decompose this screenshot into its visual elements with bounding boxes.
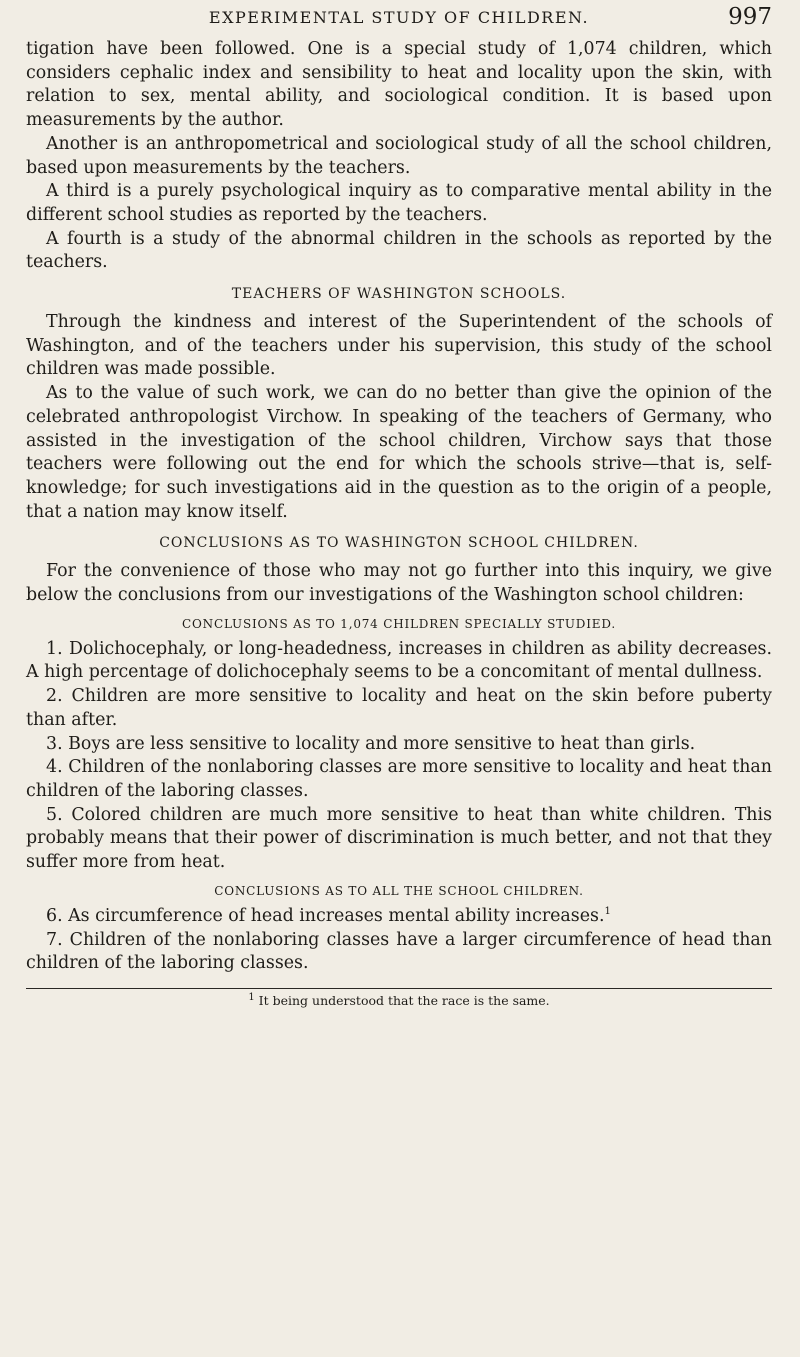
- intro-paragraph-1: tigation have been followed. One is a special study of 1,074 children, which considers cephalic index and sensibility to heat and locality upon the skin, with relation to sex, mental ability, and sociological condition. It is based upon measurements by the author.: [26, 39, 772, 131]
- intro-paragraph-3: A third is a purely psychological inquiry as to comparative mental ability in the different school studies as reported by the teachers.: [26, 181, 772, 225]
- running-title: EXPERIMENTAL STUDY OF CHILDREN.: [208, 8, 590, 27]
- conclusions-section-heading: CONCLUSIONS AS TO WASHINGTON SCHOOL CHILDREN.: [159, 535, 639, 552]
- footnote-text: It being understood that the race is the same.: [258, 992, 550, 1008]
- footnote-divider: [26, 988, 772, 989]
- conclusions-subheading-all-children: CONCLUSIONS AS TO ALL THE SCHOOL CHILDREN.: [214, 883, 584, 898]
- conclusion-item: 2. Children are more sensitive to locality and heat on the skin before puberty than after.: [26, 686, 772, 730]
- conclusion-item: 4. Children of the nonlaboring classes are more sensitive to locality and heat than children of the laboring classes.: [26, 757, 772, 801]
- teachers-section-heading: TEACHERS OF WASHINGTON SCHOOLS.: [231, 286, 567, 303]
- intro-paragraph-2: Another is an anthropometrical and sociological study of all the school children, based upon measurements by the teachers.: [26, 133, 772, 178]
- conclusion-item: 1. Dolichocephaly, or long-headedness, increases in children as ability decreases. A high percentage of dolichocephaly seems to be a concomitant of mental dullness.: [26, 638, 772, 683]
- conclusion-item-6-text: 6. As circumference of head increases mental ability increases.: [46, 905, 605, 926]
- page-number: 997: [728, 4, 772, 30]
- intro-paragraph-4: A fourth is a study of the abnormal children in the schools as reported by the teachers.: [26, 228, 772, 273]
- footnote: [26, 993, 772, 1009]
- conclusions-subheading-specially-studied: CONCLUSIONS AS TO 1,074 CHILDREN SPECIALLY STUDIED.: [182, 616, 616, 631]
- conclusion-item-7: 7. Children of the nonlaboring classes have a larger circumference of head than children of the laboring classes.: [26, 929, 772, 974]
- teachers-paragraph-1: Through the kindness and interest of the Superintendent of the schools of Washington, and of the teachers under his supervision, this study of the school children was made possible.: [26, 312, 772, 380]
- teachers-paragraph-2: As to the value of such work, we can do no better than give the opinion of the celebrated anthropologist Virchow. In speaking of the teachers of Germany, who assisted in the investigation of the school children, Virchow says that those teachers were following out the end for which the schools strive—that is, self-knowledge; for such investigations aid in the question as to the origin of a people, that a nation may know itself.: [26, 383, 772, 522]
- footnote-reference[interactable]: 1: [604, 906, 611, 917]
- conclusion-item: 5. Colored children are much more sensitive to heat than white children. This probably means that their power of discrimination is much better, and not that they suffer more from heat.: [26, 804, 772, 873]
- footnote-mark: 1: [248, 991, 255, 1003]
- running-head: [26, 4, 772, 34]
- conclusion-item-6: [26, 905, 772, 929]
- page-body: [26, 38, 772, 1009]
- conclusion-item: 3. Boys are less sensitive to locality and more sensitive to heat than girls.: [46, 733, 696, 754]
- conclusions-intro-paragraph: For the convenience of those who may not go further into this inquiry, we give below the conclusions from our investigations of the Washington school children:: [26, 561, 772, 606]
